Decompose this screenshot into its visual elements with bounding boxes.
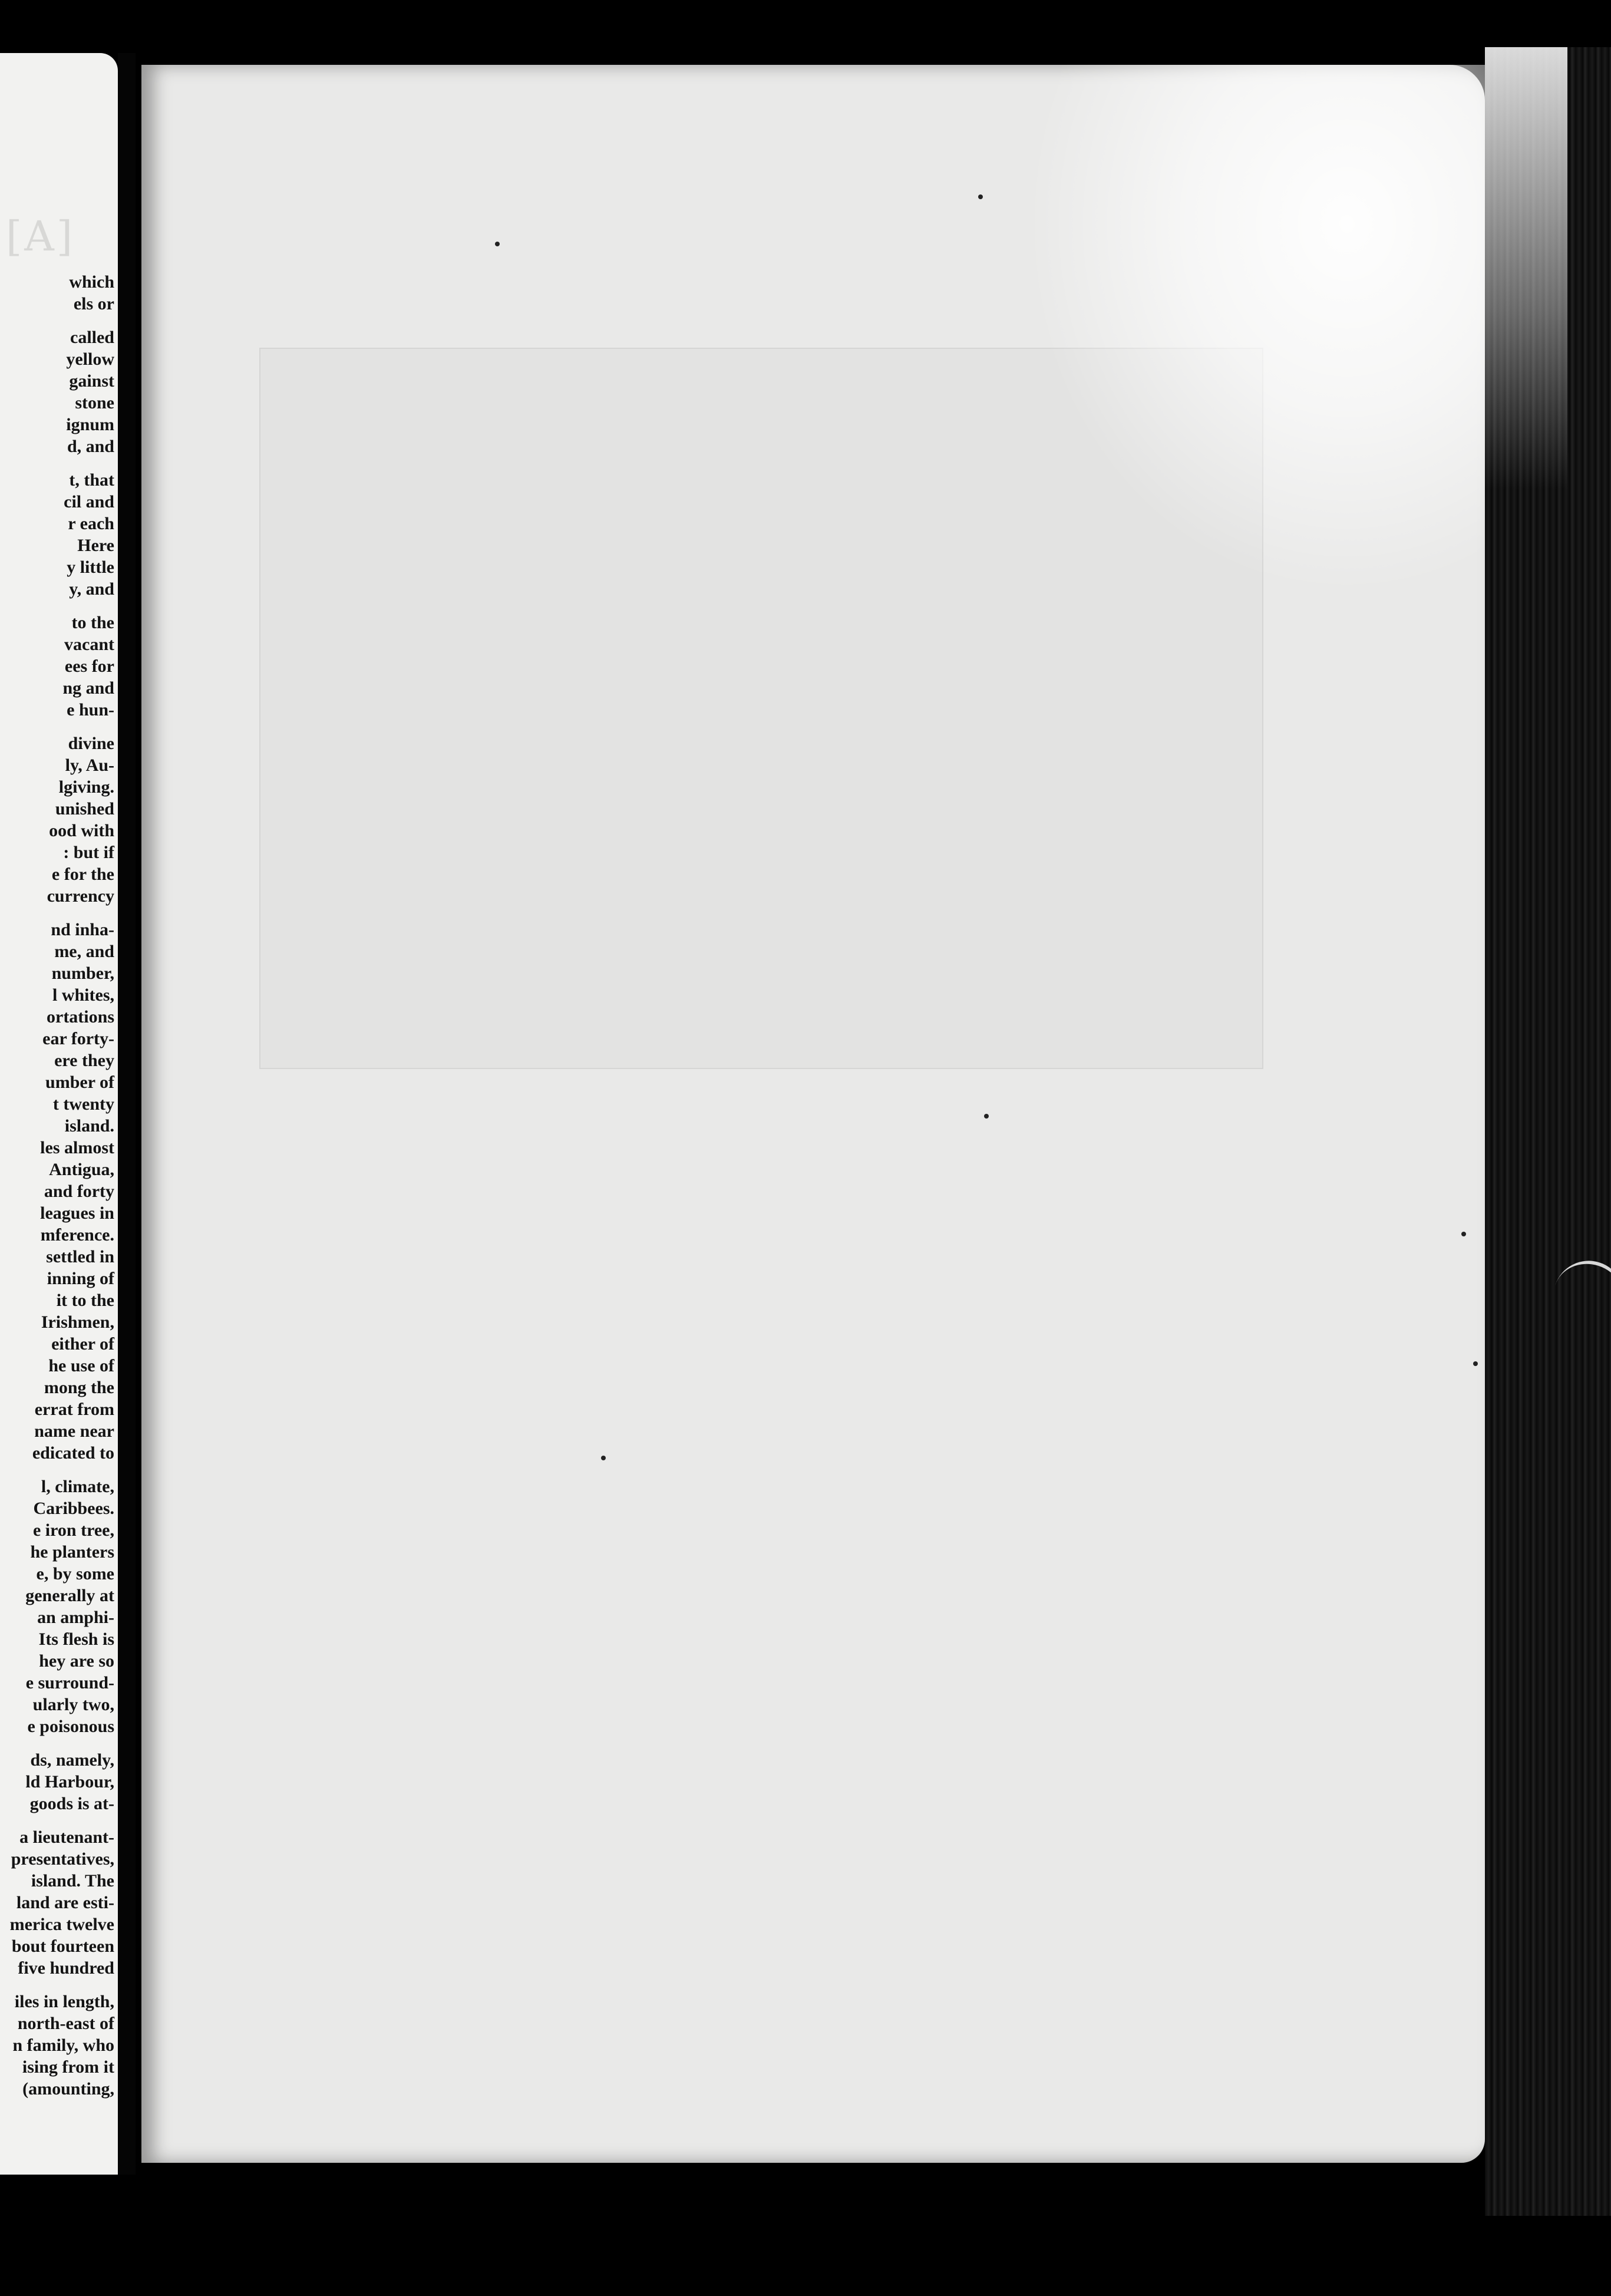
text-line: ood with <box>49 821 114 840</box>
text-line: e, by some <box>36 1564 114 1584</box>
text-line: a lieutenant- <box>19 1827 114 1847</box>
text-line: e surround- <box>25 1673 114 1693</box>
page-edge-stack <box>1485 47 1611 2216</box>
dust-speck <box>495 242 500 246</box>
text-line: name near <box>34 1421 114 1441</box>
text-line: t twenty <box>52 1094 114 1114</box>
text-line: inning of <box>47 1269 114 1288</box>
text-line <box>0 315 114 326</box>
text-line <box>0 907 114 919</box>
text-line: leagues in <box>40 1203 114 1223</box>
text-line: Irishmen, <box>41 1312 114 1332</box>
text-line: settled in <box>46 1247 114 1266</box>
text-line: l whites, <box>52 985 114 1005</box>
text-line: d, and <box>67 437 114 456</box>
text-line: he use of <box>48 1356 114 1375</box>
text-line: y little <box>67 557 114 577</box>
text-line: unished <box>55 799 114 819</box>
page-header-mark: [A] <box>6 212 75 260</box>
scan-glare <box>1025 65 1485 595</box>
text-line: five hundred <box>18 1958 114 1978</box>
left-page-text-column <box>0 271 114 2100</box>
left-page-fragment <box>0 53 118 2175</box>
text-line: ng and <box>62 678 114 698</box>
text-line: ising from it <box>22 2057 114 2077</box>
text-line: me, and <box>54 942 114 961</box>
text-line <box>0 1815 114 1826</box>
text-line: and forty <box>44 1182 114 1201</box>
text-line: ortations <box>47 1007 114 1027</box>
text-line: he planters <box>30 1542 114 1562</box>
text-line: either of <box>51 1334 114 1354</box>
dust-speck <box>984 1114 989 1119</box>
text-line: mference. <box>40 1225 114 1245</box>
text-line: n family, who <box>12 2036 114 2055</box>
text-line: an amphi- <box>37 1608 114 1627</box>
text-line: north-east of <box>17 2014 114 2033</box>
text-line: y, and <box>69 579 114 599</box>
book-gutter <box>118 53 136 2175</box>
text-line <box>0 1979 114 1991</box>
text-line: goods is at- <box>29 1794 114 1813</box>
text-line: lgiving. <box>58 777 114 797</box>
text-line <box>0 457 114 469</box>
text-line: presentatives, <box>11 1849 114 1869</box>
text-line: yellow <box>66 349 114 369</box>
text-line: ly, Au- <box>65 756 114 775</box>
dust-speck <box>1473 1361 1478 1366</box>
text-line: cil and <box>64 492 114 512</box>
text-line: (amounting, <box>22 2079 114 2099</box>
dust-speck <box>601 1456 606 1460</box>
edge-glare <box>1485 47 1567 489</box>
text-line: e poisonous <box>27 1717 114 1736</box>
text-line: iles in length, <box>14 1992 114 2011</box>
text-line: Antigua, <box>49 1160 114 1179</box>
text-line: Caribbees. <box>33 1499 114 1518</box>
text-line: e for the <box>51 865 114 884</box>
text-line <box>0 600 114 612</box>
text-line: island. The <box>31 1871 114 1891</box>
dust-speck <box>1461 1232 1466 1236</box>
text-line: merica twelve <box>9 1915 114 1934</box>
text-line: edicated to <box>32 1443 114 1463</box>
text-line: : but if <box>63 843 114 862</box>
text-line: vacant <box>64 635 114 654</box>
blank-right-page <box>141 65 1485 2163</box>
text-line: generally at <box>25 1586 114 1605</box>
text-line: e hun- <box>67 700 114 720</box>
text-line: stone <box>75 393 114 413</box>
text-line: ear forty- <box>42 1029 114 1048</box>
text-line: umber of <box>45 1073 114 1092</box>
text-line: les almost <box>40 1138 114 1157</box>
text-line: island. <box>64 1116 114 1136</box>
text-line: e iron tree, <box>32 1520 114 1540</box>
text-line: called <box>70 328 114 347</box>
text-line: currency <box>47 886 114 906</box>
curled-page-corner <box>1549 1252 1611 1327</box>
text-line: Its flesh is <box>38 1629 114 1649</box>
text-line: hey are so <box>39 1651 114 1671</box>
text-line: ees for <box>64 657 114 676</box>
text-line: t, that <box>69 470 114 490</box>
text-line <box>0 1464 114 1476</box>
text-line: ld Harbour, <box>25 1772 114 1792</box>
text-line: ignum <box>66 415 114 434</box>
text-line: which <box>69 272 114 292</box>
text-line: ularly two, <box>32 1695 114 1714</box>
text-line <box>0 1737 114 1749</box>
text-line: l, climate, <box>41 1477 114 1496</box>
dust-speck <box>978 194 983 199</box>
text-line: Here <box>77 536 114 555</box>
text-line: land are esti- <box>16 1893 114 1912</box>
text-line: ds, namely, <box>30 1750 114 1770</box>
text-line: els or <box>73 294 114 314</box>
text-line: divine <box>68 734 114 753</box>
text-line: it to the <box>56 1291 114 1310</box>
text-line: r each <box>68 514 114 533</box>
text-line: nd inha- <box>51 920 114 939</box>
text-line: to the <box>71 613 114 632</box>
text-line: mong the <box>44 1378 114 1397</box>
text-line: ere they <box>54 1051 114 1070</box>
text-line: errat from <box>34 1400 114 1419</box>
text-line <box>0 721 114 733</box>
text-line: gainst <box>69 371 114 391</box>
text-line: bout fourteen <box>11 1937 114 1956</box>
text-line: number, <box>51 964 114 983</box>
